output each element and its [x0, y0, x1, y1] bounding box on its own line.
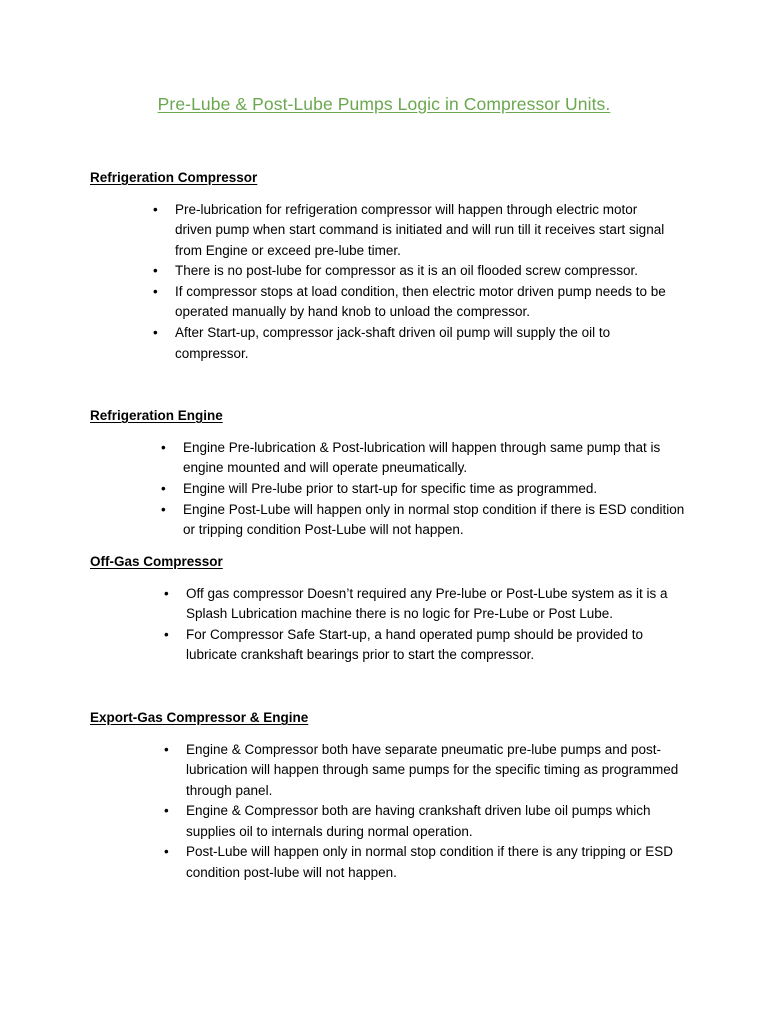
section-heading-export-gas-compressor-engine: Export-Gas Compressor & Engine	[90, 710, 309, 725]
list-item	[164, 584, 686, 625]
list-item-text: If compressor stops at load condition, then electric motor driven pump needs to be operated manually by hand knob to unload the compressor.	[175, 284, 666, 320]
list-item	[164, 801, 686, 842]
bullet-icon: •	[164, 742, 169, 757]
bullet-icon: •	[164, 844, 169, 860]
list-item	[164, 740, 686, 801]
list-item-text: Engine will Pre-lube prior to start-up for specific time as programmed.	[183, 481, 598, 497]
bullet-icon: •	[164, 627, 169, 643]
page-title: Pre-Lube & Post-Lube Pumps Logic in Compressor Units.	[157, 94, 611, 114]
list-item-text: Engine & Compressor both have separate pneumatic pre-lube pumps and post-lubrication will happen through same pumps for the specific timing as programmed through panel.	[186, 742, 679, 798]
section-heading-refrigeration-compressor: Refrigeration Compressor	[90, 170, 258, 185]
list-item	[161, 479, 693, 499]
list-item	[153, 323, 675, 364]
bullet-list-refrigeration-compressor	[153, 200, 675, 364]
list-item	[153, 261, 675, 281]
list-item	[153, 200, 675, 261]
list-item	[161, 438, 693, 479]
bullet-icon: •	[161, 481, 166, 497]
list-item-text: Post-Lube will happen only in normal stop condition if there is any tripping or ESD condition post-lube will not happen.	[186, 844, 674, 880]
section-heading-off-gas-compressor: Off-Gas Compressor	[90, 554, 223, 569]
list-item-text: There is no post-lube for compressor as it is an oil flooded screw compressor.	[175, 263, 638, 279]
list-item	[161, 500, 693, 541]
bullet-icon: •	[161, 501, 166, 517]
bullet-list-refrigeration-engine	[161, 438, 693, 541]
section-heading-refrigeration-engine: Refrigeration Engine	[90, 408, 223, 423]
bullet-icon: •	[153, 284, 158, 300]
bullet-icon: •	[153, 263, 158, 279]
bullet-list-off-gas-compressor	[164, 584, 686, 666]
bullet-icon: •	[153, 325, 158, 341]
list-item-text: For Compressor Safe Start-up, a hand operated pump should be provided to lubricate crankshaft bearings prior to start the compressor.	[186, 627, 644, 663]
list-item	[164, 625, 686, 666]
bullet-icon: •	[164, 586, 169, 601]
bullet-list-export-gas-compressor-engine	[164, 740, 686, 884]
list-item-text: Off gas compressor Doesn’t required any Pre-lube or Post-Lube system as it is a Splash Lubrication machine there is no logic for Pre-Lube or Post Lube.	[186, 586, 668, 622]
bullet-icon: •	[161, 440, 166, 455]
list-item-text: Engine Pre-lubrication & Post-lubrication will happen through same pump that is engine mounted and will operate pneumatically.	[183, 440, 661, 476]
list-item-text: Engine & Compressor both are having crankshaft driven lube oil pumps which supplies oil to internals during normal operation.	[186, 803, 651, 839]
bullet-icon: •	[164, 803, 169, 819]
list-item	[153, 282, 675, 323]
list-item-text: After Start-up, compressor jack-shaft driven oil pump will supply the oil to compressor.	[175, 325, 611, 361]
list-item-text: Engine Post-Lube will happen only in normal stop condition if there is ESD condition or tripping condition Post-Lube will not happen.	[183, 501, 685, 538]
bullet-icon: •	[153, 202, 158, 217]
list-item-text: Pre-lubrication for refrigeration compressor will happen through electric motor driven pump when start command is initiated and will run till it receives start signal from Engine or exceed pre-lube timer.	[175, 202, 665, 258]
list-item	[164, 842, 686, 883]
